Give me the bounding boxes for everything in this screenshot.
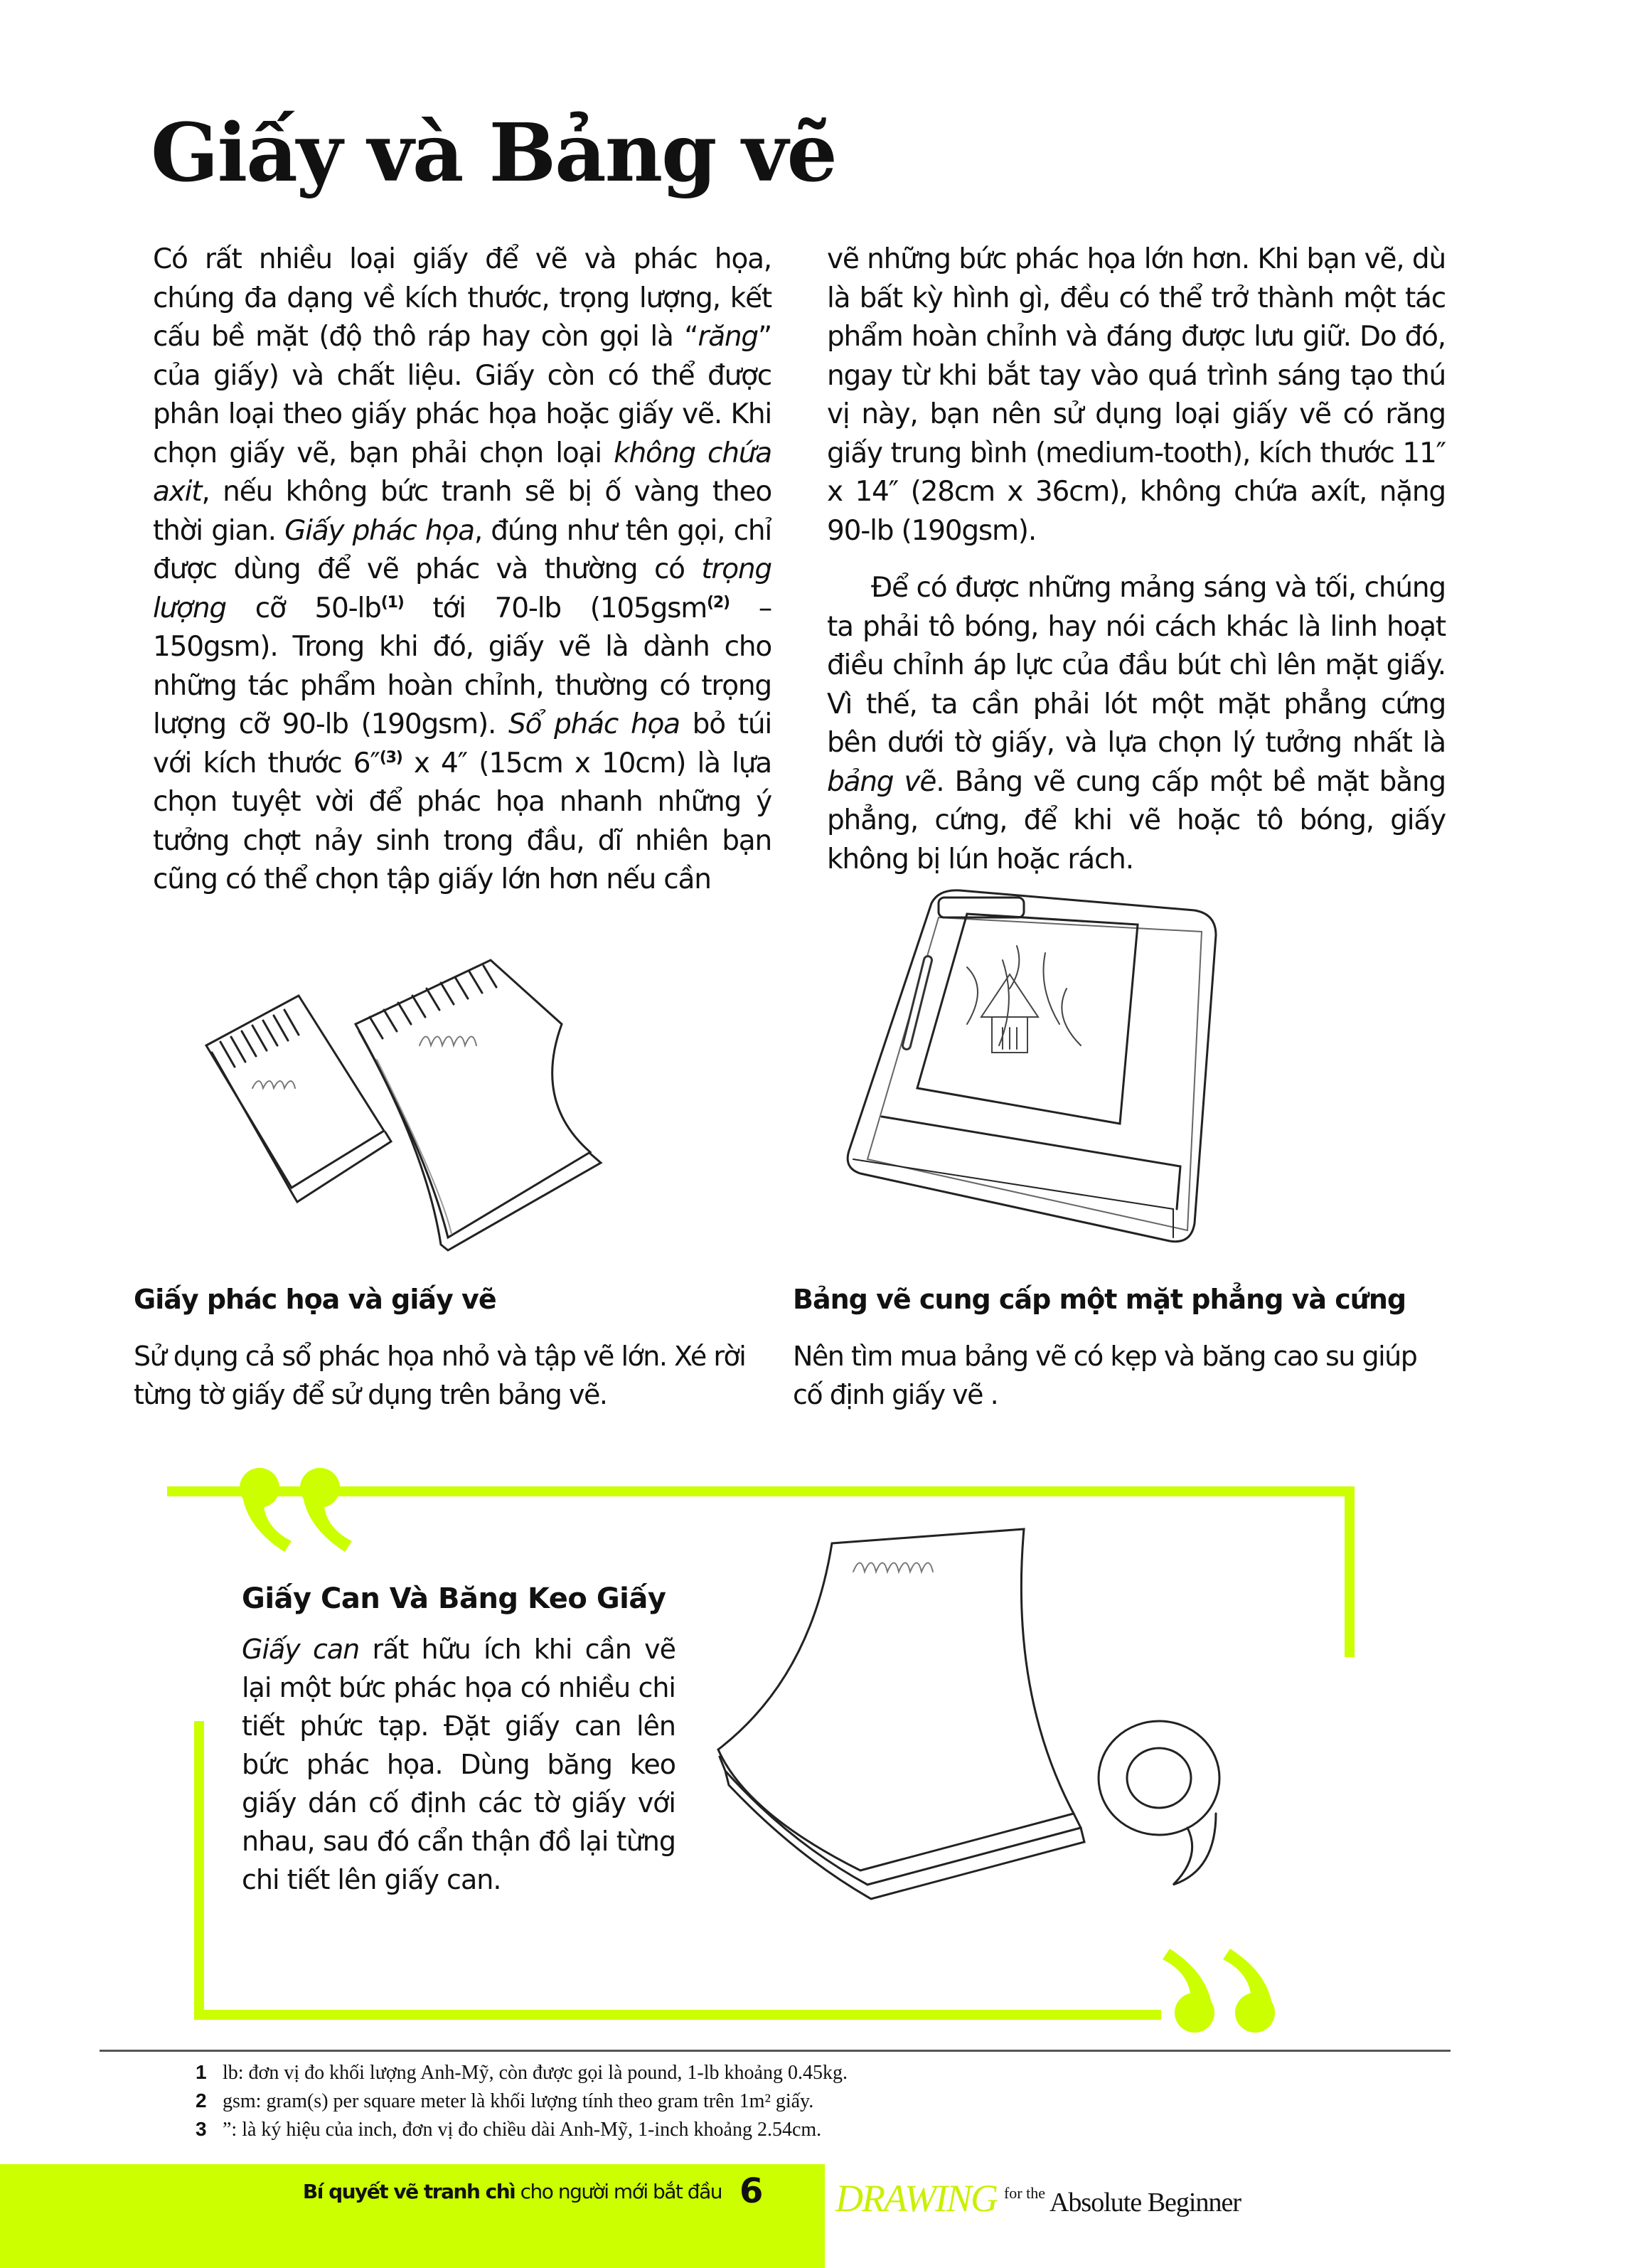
text-run: . Bảng vẽ cung cấp một bề mặt bằng phẳng, cứng, để khi vẽ hoặc tô bóng, giấy không bị lún hoặc rách.	[827, 765, 1446, 875]
text-run: Có rất nhiều loại giấy để vẽ và phác họa, chúng đa dạng về kích thước, trọng lượng, kết cấu bề mặt (độ thô ráp hay còn gọi là “	[153, 243, 771, 353]
large-sketchpad	[356, 960, 601, 1250]
callout-frame-right	[1345, 1486, 1355, 1657]
footnote-ref: (2)	[707, 593, 730, 612]
emphasis-term: trọng lượng	[153, 553, 771, 624]
page-number: 6	[739, 2171, 764, 2211]
paper-recommendation-paragraph: vẽ những bức phác họa lớn hơn. Khi bạn vẽ, dù là bất kỳ hình gì, đều có thể trở thành một tác phẩm hoàn chỉnh và đáng được lưu giữ. Do đó, ngay từ khi bắt tay vào quá trình sáng tạo thú vị này, bạn nên sử dụng loại giấy vẽ có răng giấy trung bình (medium-tooth), kích thước 11″ x 14″ (28cm x 36cm), không chứa axít, nặng 90-lb (190gsm).	[827, 243, 1446, 547]
intro-paragraph	[153, 240, 771, 900]
text-run: cỡ 50-lb	[225, 592, 381, 624]
caption-heading-sketchbooks: Giấy phác họa và giấy vẽ	[134, 1284, 496, 1315]
close-quote-icon	[1141, 1942, 1283, 2034]
caption-body-sketchbooks: Sử dụng cả sổ phác họa nhỏ và tập vẽ lớn. Xé rời từng tờ giấy để sử dụng trên bảng vẽ.	[134, 1341, 746, 1410]
footnote-ref: (3)	[379, 748, 402, 767]
tracing-pad	[718, 1529, 1084, 1899]
footnote-divider	[100, 2050, 1451, 2052]
emphasis-term: răng	[698, 321, 758, 353]
emphasis-term: không chứa axit	[153, 437, 771, 508]
caption-heading-drawing-board: Bảng vẽ cung cấp một mặt phẳng và cứng	[793, 1284, 1406, 1315]
brand-drawing: DRAWING	[835, 2177, 997, 2220]
brand-absolute-beginner: Absolute Beginner	[1049, 2188, 1241, 2218]
footnote-number: 3	[196, 2118, 207, 2140]
brand-logo	[835, 2176, 1241, 2220]
book-title	[303, 2180, 722, 2203]
text-run: bỏ túi với kích thước 6″	[153, 708, 771, 779]
callout-body	[242, 1630, 675, 1899]
left-column	[153, 240, 771, 900]
caption-body-drawing-board: Nên tìm mua bảng vẽ có kẹp và băng cao su giúp cố định giấy vẽ .	[793, 1341, 1417, 1410]
footnote-number: 1	[196, 2061, 207, 2083]
book-title-rest: cho người mới bắt đầu	[515, 2180, 722, 2203]
text-run: – 150gsm). Trong khi đó, giấy vẽ là dành cho những tác phẩm hoàn chỉnh, thường có trọng lượng cỡ 90-lb (190gsm).	[153, 592, 771, 740]
callout-text: rất hữu ích khi cần vẽ lại một bức phác họa có nhiều chi tiết phức tạp. Đặt giấy can lên bức phác họa. Dùng băng keo giấy dán cố định các tờ giấy với nhau, sau đó cẩn thận đồ lại từng chi tiết lên giấy can.	[242, 1634, 675, 1895]
emphasis-term: bảng vẽ	[827, 765, 936, 798]
sketchbooks-illustration	[192, 917, 761, 1252]
drawing-board-paragraph	[827, 569, 1446, 879]
text-run: , nếu không bức tranh sẽ bị ố vàng theo thời gian.	[153, 476, 771, 547]
callout-term: Giấy can	[242, 1634, 360, 1665]
text-run: tới 70-lb (105gsm	[403, 592, 707, 624]
masking-tape-roll	[1099, 1721, 1219, 1885]
text-run: Để có được những mảng sáng và tối, chúng ta phải tô bóng, hay nói cách khác là linh hoạt điều chỉnh áp lực của đầu bút chì lên mặt giấy. Vì thế, ta cần phải lót một mặt phẳng cứng bên dưới tờ giấy, và lựa chọn lý tưởng nhất là	[827, 572, 1446, 759]
page-title: Giấy và Bảng vẽ	[151, 107, 836, 200]
small-sketchbook	[206, 996, 391, 1202]
callout-frame-left	[194, 1721, 204, 2020]
right-column	[827, 240, 1446, 879]
footnote-number: 2	[196, 2089, 207, 2112]
text-run: , đúng như tên gọi, chỉ được dùng để vẽ phác và thường có	[153, 514, 772, 585]
open-quote-icon	[231, 1466, 373, 1559]
text-run: ” của giấy) và chất liệu. Giấy còn có thể được phân loại theo giấy phác họa hoặc giấy vẽ. Khi chọn giấy vẽ, bạn phải chọn loại	[153, 321, 771, 469]
callout-frame-bottom	[194, 2010, 1161, 2020]
book-title-bold: Bí quyết vẽ tranh chì	[302, 2180, 516, 2203]
emphasis-term: Sổ phác họa	[508, 708, 680, 740]
footnote-2	[196, 2089, 813, 2113]
footer-band	[0, 2164, 825, 2268]
brand-for-the: for the	[1003, 2184, 1045, 2202]
footnote-text: lb: đơn vị đo khối lượng Anh-Mỹ, còn được gọi là pound, 1-lb khoảng 0.45kg.	[223, 2062, 848, 2084]
footnote-3	[196, 2118, 821, 2141]
footnote-text: gsm: gram(s) per square meter là khối lượng tính theo gram trên 1m² giấy.	[223, 2090, 814, 2112]
text-run: x 4″ (15cm x 10cm) là lựa chọn tuyệt vời để phác họa nhanh những ý tưởng chợt nảy sinh trong đầu, dĩ nhiên bạn cũng có thể chọn tập giấy lớn hơn nếu cần	[153, 747, 772, 895]
footnote-text: ”: là ký hiệu của inch, đơn vị đo chiều dài Anh-Mỹ, 1-inch khoảng 2.54cm.	[223, 2119, 822, 2141]
emphasis-term: Giấy phác họa	[284, 514, 474, 547]
callout-heading: Giấy Can Và Băng Keo Giấy	[242, 1582, 666, 1615]
drawing-board-illustration	[839, 875, 1237, 1259]
footnote-1	[196, 2061, 848, 2085]
tracing-paper-and-tape-illustration	[704, 1515, 1273, 1913]
footnote-ref: (1)	[380, 593, 404, 612]
